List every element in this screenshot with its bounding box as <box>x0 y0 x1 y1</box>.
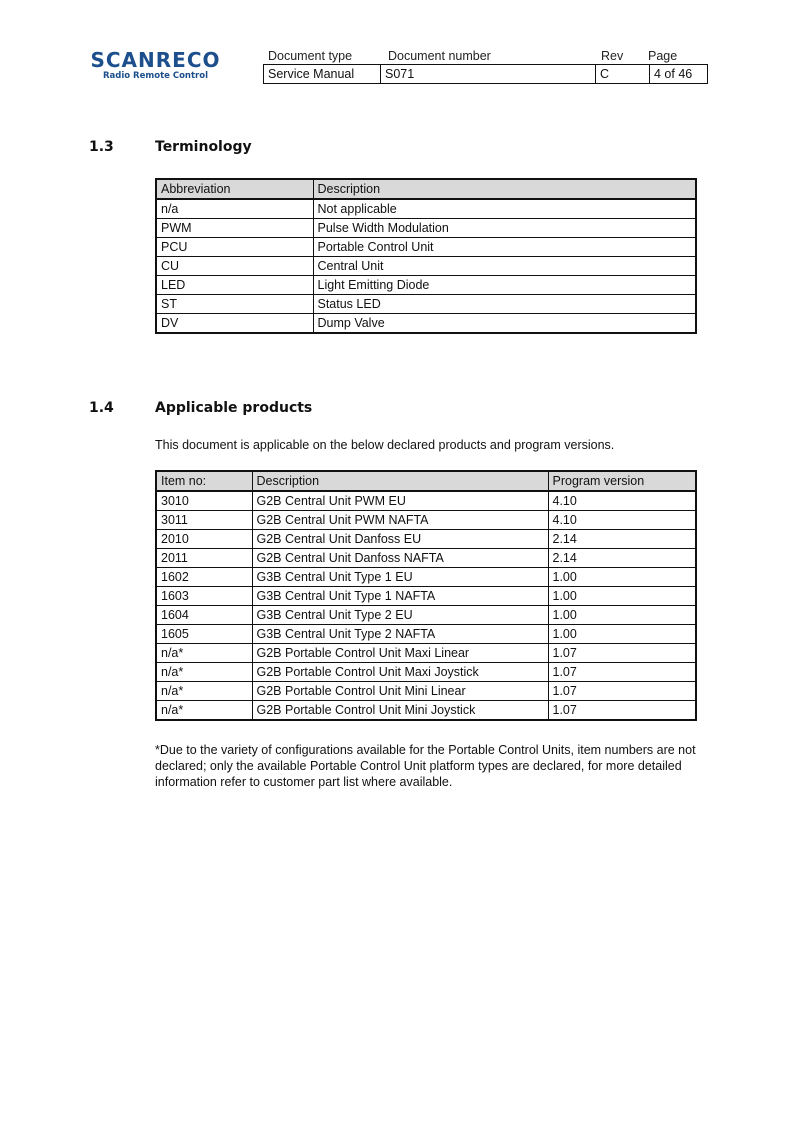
table-cell: 1.00 <box>548 587 696 606</box>
section-title-products: Applicable products <box>155 400 313 416</box>
table-cell: 1.07 <box>548 644 696 663</box>
table-row <box>156 530 696 549</box>
table-cell: n/a* <box>156 701 252 721</box>
table-cell: n/a <box>156 199 313 219</box>
table-row <box>156 701 696 721</box>
table-cell: G3B Central Unit Type 2 NAFTA <box>252 625 548 644</box>
column-header: Item no: <box>156 471 252 491</box>
table-cell: n/a* <box>156 644 252 663</box>
table-cell: n/a* <box>156 682 252 701</box>
table-row <box>156 257 696 276</box>
table-cell: DV <box>156 314 313 334</box>
column-header: Abbreviation <box>156 179 313 199</box>
table-cell: Status LED <box>313 295 696 314</box>
table-row <box>156 511 696 530</box>
table-cell: G2B Portable Control Unit Mini Linear <box>252 682 548 701</box>
table-cell: G2B Central Unit PWM EU <box>252 491 548 511</box>
section-number-products: 1.4 <box>89 400 114 416</box>
table-cell: G2B Central Unit Danfoss NAFTA <box>252 549 548 568</box>
page-label: Page <box>648 49 678 63</box>
table-cell: Portable Control Unit <box>313 238 696 257</box>
products-footnote: *Due to the variety of configurations available for the Portable Control Units, item numbers are not declared; only the available Portable Control Unit platform types are declared, for more detailed information refer to customer part list where available. <box>155 743 696 789</box>
table-cell: 2010 <box>156 530 252 549</box>
company-logo <box>79 50 232 81</box>
table-row <box>156 238 696 257</box>
table-cell: Central Unit <box>313 257 696 276</box>
table-cell: 1.00 <box>548 606 696 625</box>
table-row <box>156 663 696 682</box>
table-cell: G2B Central Unit Danfoss EU <box>252 530 548 549</box>
products-intro: This document is applicable on the below declared products and program versions. <box>155 438 615 452</box>
table-cell: 2.14 <box>548 549 696 568</box>
table-cell: 3010 <box>156 491 252 511</box>
table-row <box>156 568 696 587</box>
table-cell: G3B Central Unit Type 2 EU <box>252 606 548 625</box>
table-cell: 2.14 <box>548 530 696 549</box>
section-title-terminology: Terminology <box>155 139 252 155</box>
table-header-row <box>156 179 696 199</box>
doc-number-value: S071 <box>380 64 596 84</box>
table-cell: Pulse Width Modulation <box>313 219 696 238</box>
table-row <box>156 682 696 701</box>
table-cell: ST <box>156 295 313 314</box>
table-row <box>156 295 696 314</box>
logo-name: SCANRECO <box>90 48 221 72</box>
table-row <box>156 587 696 606</box>
table-cell: PWM <box>156 219 313 238</box>
table-cell: 1602 <box>156 568 252 587</box>
table-cell: PCU <box>156 238 313 257</box>
page-value: 4 of 46 <box>649 64 708 84</box>
table-row <box>156 491 696 511</box>
table-cell: CU <box>156 257 313 276</box>
table-row <box>156 625 696 644</box>
table-cell: G2B Portable Control Unit Maxi Joystick <box>252 663 548 682</box>
table-row <box>156 276 696 295</box>
table-cell: G3B Central Unit Type 1 EU <box>252 568 548 587</box>
column-header: Description <box>252 471 548 491</box>
table-row <box>156 219 696 238</box>
table-cell: 1.07 <box>548 701 696 721</box>
table-row <box>156 549 696 568</box>
table-cell: 1.00 <box>548 625 696 644</box>
table-row <box>156 606 696 625</box>
terminology-table <box>155 178 697 334</box>
table-cell: 2011 <box>156 549 252 568</box>
table-cell: Not applicable <box>313 199 696 219</box>
table-row <box>156 314 696 334</box>
logo-tagline: Radio Remote Control <box>102 71 208 81</box>
table-cell: G2B Portable Control Unit Mini Joystick <box>252 701 548 721</box>
table-cell: 1.07 <box>548 663 696 682</box>
table-cell: 1605 <box>156 625 252 644</box>
doc-type-label: Document type <box>268 49 353 63</box>
table-cell: 4.10 <box>548 491 696 511</box>
table-header-row <box>156 471 696 491</box>
table-cell: G3B Central Unit Type 1 NAFTA <box>252 587 548 606</box>
table-cell: 1604 <box>156 606 252 625</box>
doc-number-label: Document number <box>388 49 491 63</box>
table-row <box>156 199 696 219</box>
products-table <box>155 470 697 721</box>
table-cell: Light Emitting Diode <box>313 276 696 295</box>
table-cell: G2B Central Unit PWM NAFTA <box>252 511 548 530</box>
table-cell: 1603 <box>156 587 252 606</box>
column-header: Description <box>313 179 696 199</box>
table-cell: 3011 <box>156 511 252 530</box>
table-cell: Dump Valve <box>313 314 696 334</box>
table-cell: LED <box>156 276 313 295</box>
table-cell: 4.10 <box>548 511 696 530</box>
section-number-terminology: 1.3 <box>89 139 114 155</box>
table-row <box>156 644 696 663</box>
table-cell: 1.07 <box>548 682 696 701</box>
column-header: Program version <box>548 471 696 491</box>
table-cell: 1.00 <box>548 568 696 587</box>
rev-label: Rev <box>601 49 624 63</box>
table-cell: n/a* <box>156 663 252 682</box>
doc-type-value: Service Manual <box>263 64 381 84</box>
table-cell: G2B Portable Control Unit Maxi Linear <box>252 644 548 663</box>
rev-value: C <box>595 64 650 84</box>
